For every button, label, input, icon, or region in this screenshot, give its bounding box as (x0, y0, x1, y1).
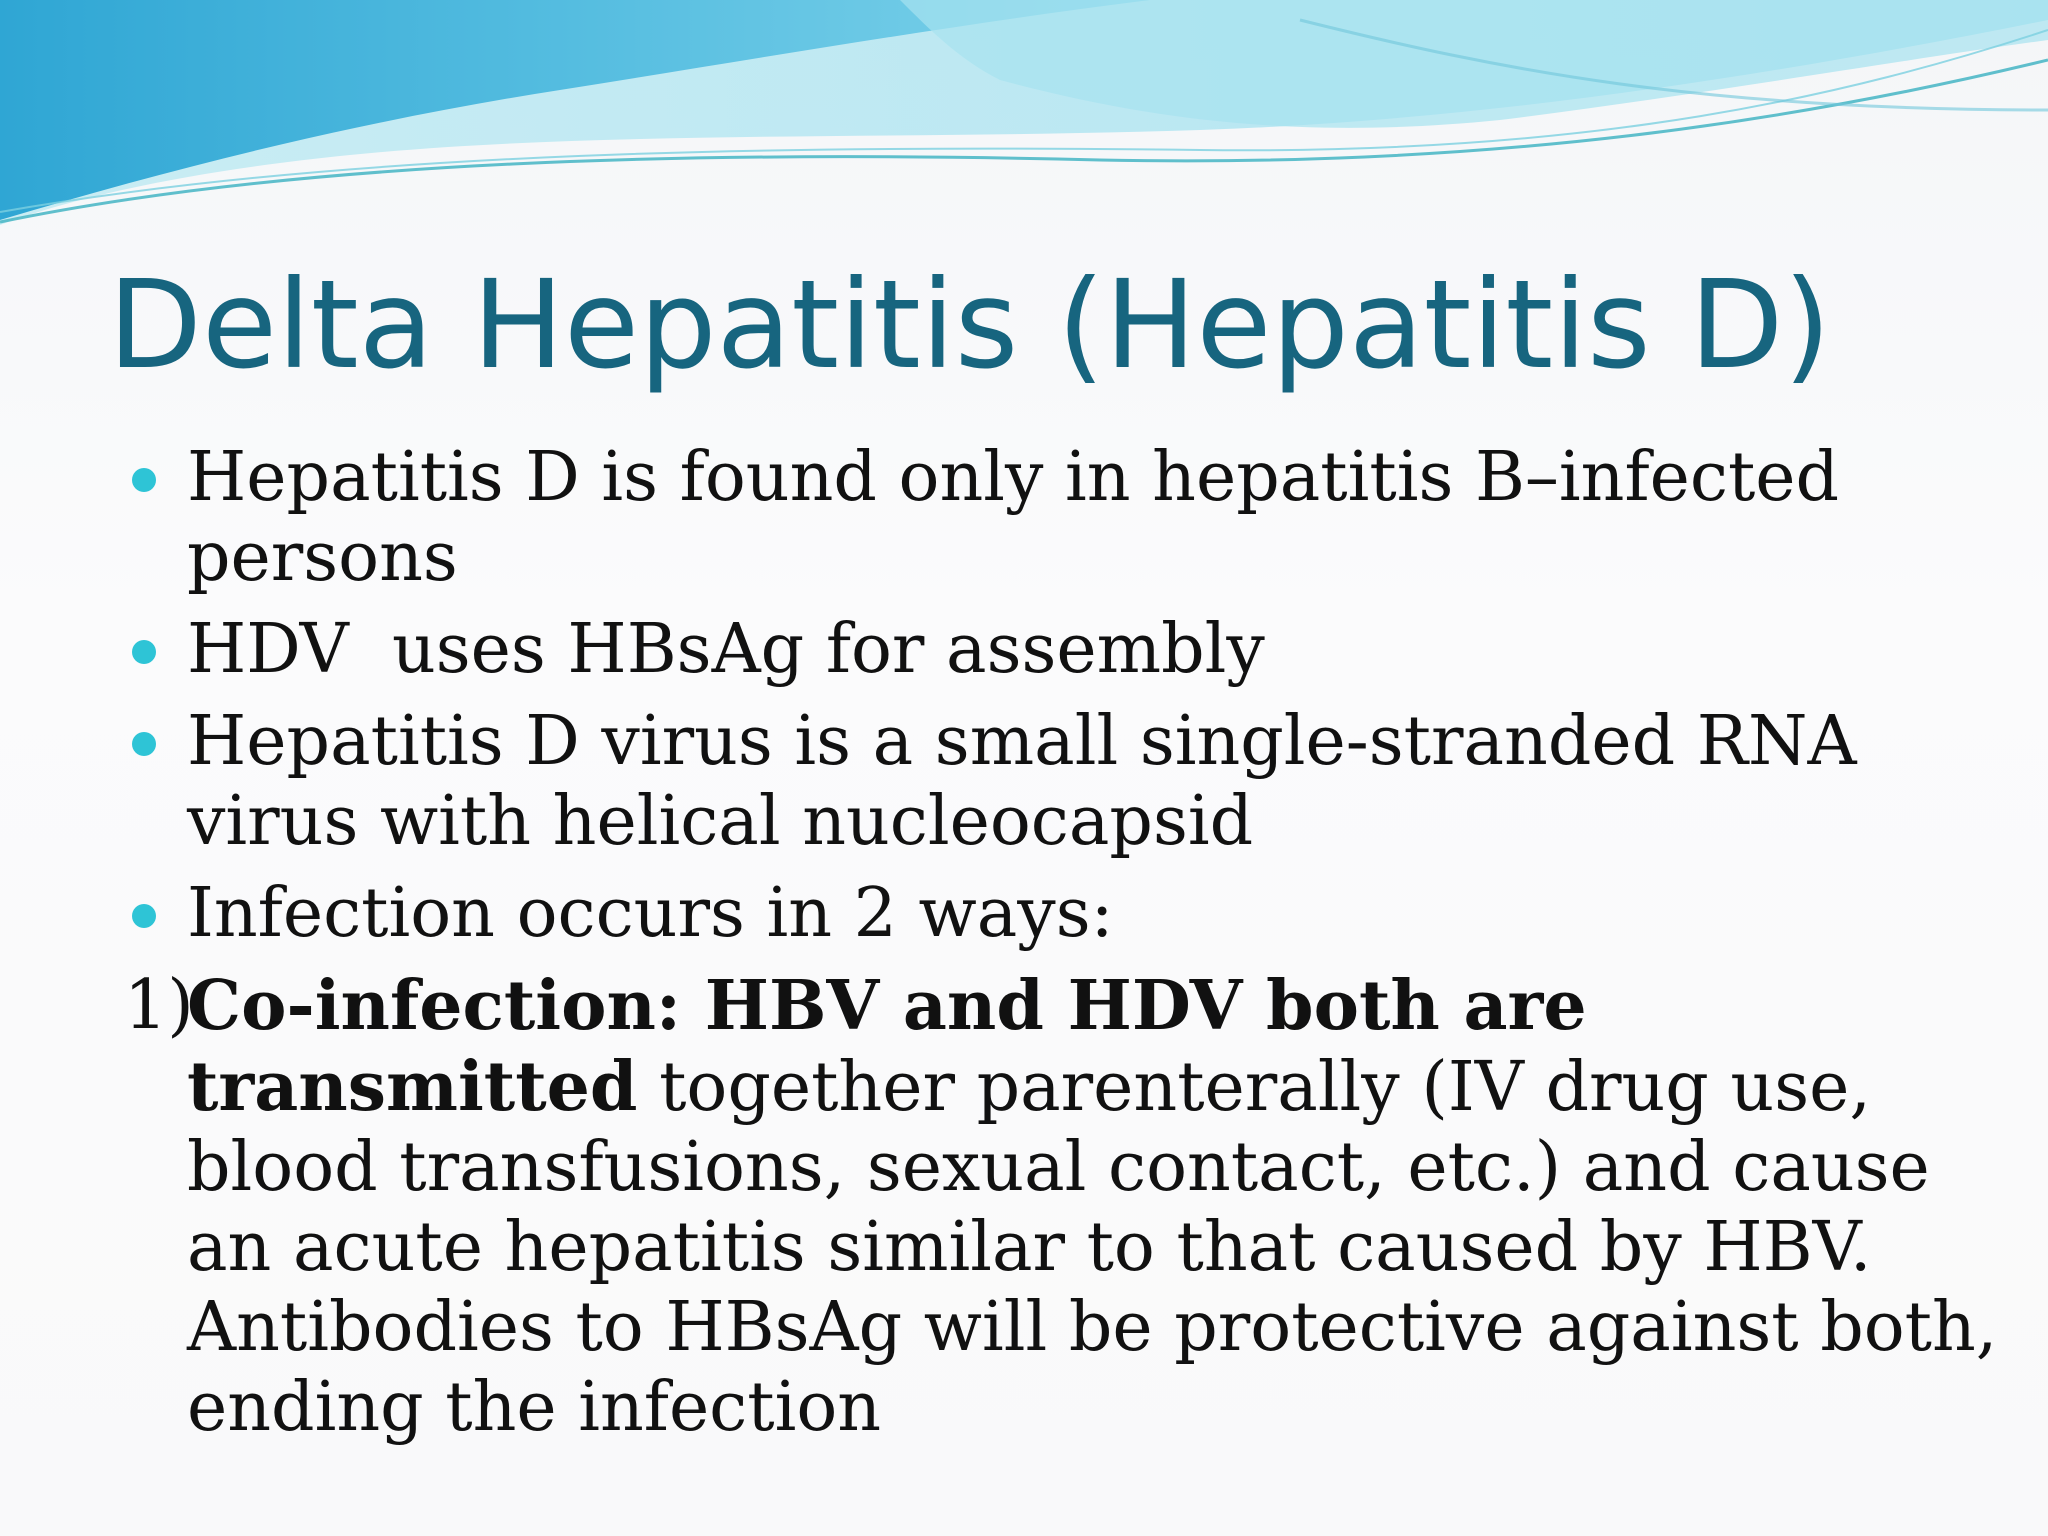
bullet-dot-icon (132, 904, 156, 928)
bullet-text: Hepatitis D is found only in hepatitis B–infected persons (187, 438, 1840, 597)
bullet-item (124, 438, 2004, 598)
numbered-rest-text: together parenterally (IV drug use, blood transfusions, sexual contact, etc.) and cause an acute hepatitis similar to that caused by HBV. Antibodies to HBsAg will be protective against both, ending the infection (187, 1048, 1998, 1447)
bullet-dot-icon (132, 468, 156, 492)
bullet-item (124, 610, 2004, 690)
bullet-list (124, 438, 2004, 954)
numbered-item (124, 966, 2004, 1448)
numbered-lead-text: Co-infection: HBV and HDV both are transmitted (187, 966, 1587, 1127)
number-marker: 1) (124, 966, 194, 1045)
bullet-item (124, 874, 2004, 954)
bullet-text: HDV uses HBsAg for assembly (187, 610, 1265, 689)
slide-body (124, 438, 2004, 1448)
bullet-dot-icon (132, 640, 156, 664)
bullet-text: Hepatitis D virus is a small single-stranded RNA virus with helical nucleocapsid (187, 702, 1857, 861)
bullet-text: Infection occurs in 2 ways: (187, 874, 1114, 953)
bullet-item (124, 702, 2004, 862)
slide-title: Delta Hepatitis (Hepatitis D) (108, 254, 1832, 396)
wave-decoration (0, 0, 2048, 240)
bullet-dot-icon (132, 732, 156, 756)
